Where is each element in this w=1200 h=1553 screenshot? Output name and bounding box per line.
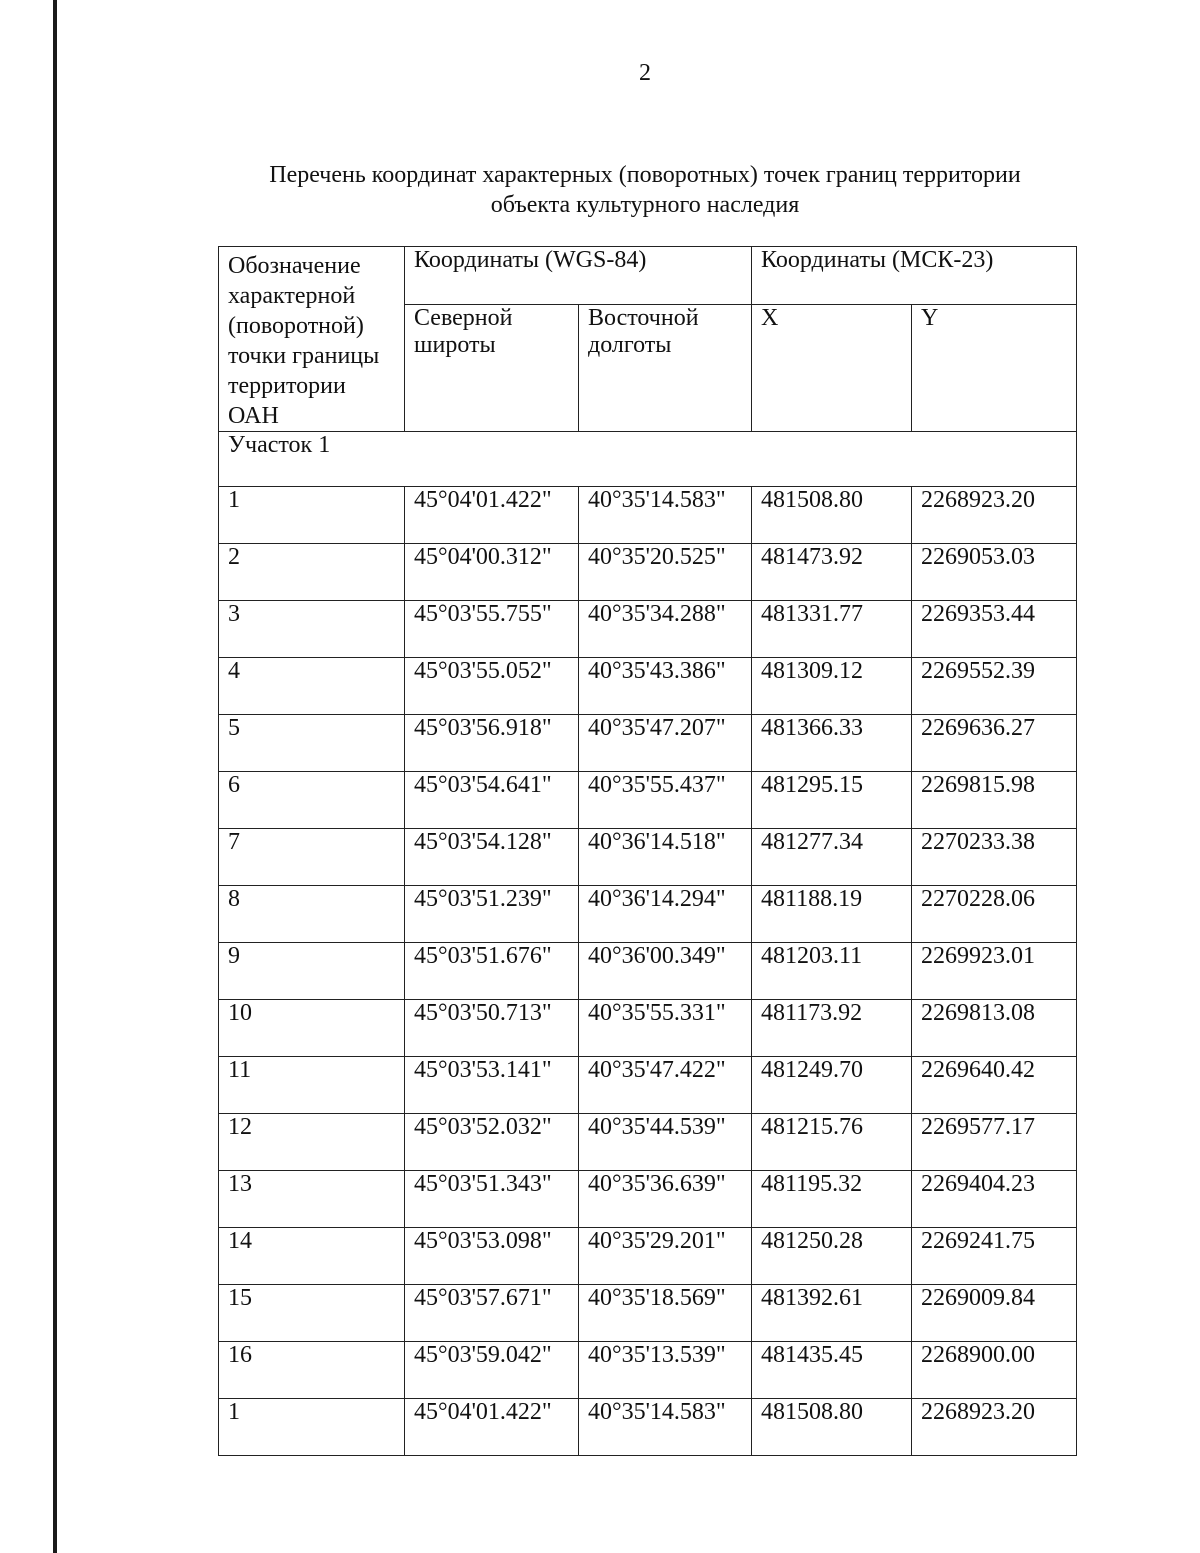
cell-point: 9 xyxy=(219,943,405,1000)
cell-point: 6 xyxy=(219,772,405,829)
cell-east-longitude: 40°36'00.349" xyxy=(579,943,752,1000)
table-row xyxy=(219,1171,1077,1228)
cell-east-longitude: 40°35'44.539" xyxy=(579,1114,752,1171)
cell-east-longitude: 40°35'18.569" xyxy=(579,1285,752,1342)
cell-east-longitude: 40°35'20.525" xyxy=(579,544,752,601)
cell-point: 10 xyxy=(219,1000,405,1057)
cell-east-longitude: 40°36'14.518" xyxy=(579,829,752,886)
table-row xyxy=(219,1285,1077,1342)
header-east-longitude: Восточной долготы xyxy=(579,305,752,432)
cell-x: 481435.45 xyxy=(752,1342,912,1399)
cell-east-longitude: 40°35'14.583" xyxy=(579,487,752,544)
cell-y: 2269813.08 xyxy=(912,1000,1077,1057)
section-label: Участок 1 xyxy=(219,432,1077,487)
cell-east-longitude: 40°35'14.583" xyxy=(579,1399,752,1456)
header-wgs84: Координаты (WGS-84) xyxy=(405,247,752,305)
cell-y: 2270228.06 xyxy=(912,886,1077,943)
cell-north-latitude: 45°03'51.239" xyxy=(405,886,579,943)
cell-point: 14 xyxy=(219,1228,405,1285)
cell-point: 7 xyxy=(219,829,405,886)
cell-east-longitude: 40°35'43.386" xyxy=(579,658,752,715)
cell-point: 12 xyxy=(219,1114,405,1171)
cell-y: 2268900.00 xyxy=(912,1342,1077,1399)
cell-x: 481277.34 xyxy=(752,829,912,886)
table-row xyxy=(219,1399,1077,1456)
cell-y: 2269053.03 xyxy=(912,544,1077,601)
scan-edge-line xyxy=(53,0,57,1553)
cell-x: 481508.80 xyxy=(752,487,912,544)
cell-point: 5 xyxy=(219,715,405,772)
table-row xyxy=(219,715,1077,772)
title-line-2: объекта культурного наследия xyxy=(490,192,800,218)
cell-east-longitude: 40°35'55.437" xyxy=(579,772,752,829)
cell-y: 2269009.84 xyxy=(912,1285,1077,1342)
cell-north-latitude: 45°03'56.918" xyxy=(405,715,579,772)
cell-point: 16 xyxy=(219,1342,405,1399)
cell-x: 481250.28 xyxy=(752,1228,912,1285)
table-row xyxy=(219,1342,1077,1399)
cell-north-latitude: 45°03'51.343" xyxy=(405,1171,579,1228)
cell-north-latitude: 45°03'54.641" xyxy=(405,772,579,829)
header-y: Y xyxy=(912,305,1077,432)
table-row xyxy=(219,1114,1077,1171)
cell-east-longitude: 40°35'55.331" xyxy=(579,1000,752,1057)
cell-point: 8 xyxy=(219,886,405,943)
title-line-1: Перечень координат характерных (поворотных) точек границ территории xyxy=(269,162,1021,188)
cell-point: 4 xyxy=(219,658,405,715)
cell-east-longitude: 40°35'36.639" xyxy=(579,1171,752,1228)
table-row xyxy=(219,886,1077,943)
cell-y: 2269552.39 xyxy=(912,658,1077,715)
cell-north-latitude: 45°03'51.676" xyxy=(405,943,579,1000)
cell-point: 1 xyxy=(219,1399,405,1456)
cell-y: 2270233.38 xyxy=(912,829,1077,886)
header-row-main xyxy=(219,247,1077,305)
cell-point: 13 xyxy=(219,1171,405,1228)
table-row xyxy=(219,943,1077,1000)
cell-y: 2269241.75 xyxy=(912,1228,1077,1285)
cell-north-latitude: 45°03'52.032" xyxy=(405,1114,579,1171)
cell-north-latitude: 45°03'55.052" xyxy=(405,658,579,715)
cell-x: 481188.19 xyxy=(752,886,912,943)
cell-east-longitude: 40°36'14.294" xyxy=(579,886,752,943)
cell-x: 481295.15 xyxy=(752,772,912,829)
table-row xyxy=(219,601,1077,658)
cell-x: 481249.70 xyxy=(752,1057,912,1114)
cell-north-latitude: 45°03'55.755" xyxy=(405,601,579,658)
cell-north-latitude: 45°03'54.128" xyxy=(405,829,579,886)
table-row xyxy=(219,658,1077,715)
page-number: 2 xyxy=(639,60,651,86)
cell-point: 11 xyxy=(219,1057,405,1114)
cell-x: 481473.92 xyxy=(752,544,912,601)
header-x: X xyxy=(752,305,912,432)
table-row xyxy=(219,544,1077,601)
cell-x: 481309.12 xyxy=(752,658,912,715)
cell-point: 1 xyxy=(219,487,405,544)
header-north-latitude: Северной широты xyxy=(405,305,579,432)
cell-x: 481173.92 xyxy=(752,1000,912,1057)
cell-east-longitude: 40°35'47.422" xyxy=(579,1057,752,1114)
cell-y: 2269815.98 xyxy=(912,772,1077,829)
cell-north-latitude: 45°04'01.422" xyxy=(405,487,579,544)
header-point-designation: Обозначение характерной (поворотной) точки границы территории ОАН xyxy=(219,247,405,432)
cell-y: 2269636.27 xyxy=(912,715,1077,772)
cell-north-latitude: 45°04'00.312" xyxy=(405,544,579,601)
cell-north-latitude: 45°03'53.098" xyxy=(405,1228,579,1285)
cell-y: 2269640.42 xyxy=(912,1057,1077,1114)
cell-y: 2268923.20 xyxy=(912,1399,1077,1456)
cell-north-latitude: 45°03'59.042" xyxy=(405,1342,579,1399)
document-title xyxy=(200,160,1090,220)
cell-east-longitude: 40°35'47.207" xyxy=(579,715,752,772)
section-row xyxy=(219,432,1077,487)
cell-east-longitude: 40°35'29.201" xyxy=(579,1228,752,1285)
cell-x: 481195.32 xyxy=(752,1171,912,1228)
cell-y: 2269577.17 xyxy=(912,1114,1077,1171)
cell-y: 2269404.23 xyxy=(912,1171,1077,1228)
cell-north-latitude: 45°03'57.671" xyxy=(405,1285,579,1342)
cell-x: 481331.77 xyxy=(752,601,912,658)
cell-x: 481508.80 xyxy=(752,1399,912,1456)
coordinates-table xyxy=(218,246,1077,1456)
table-row xyxy=(219,1228,1077,1285)
table-row xyxy=(219,772,1077,829)
cell-y: 2268923.20 xyxy=(912,487,1077,544)
table-row xyxy=(219,829,1077,886)
cell-north-latitude: 45°04'01.422" xyxy=(405,1399,579,1456)
cell-point: 2 xyxy=(219,544,405,601)
cell-x: 481203.11 xyxy=(752,943,912,1000)
cell-north-latitude: 45°03'53.141" xyxy=(405,1057,579,1114)
cell-point: 15 xyxy=(219,1285,405,1342)
cell-x: 481215.76 xyxy=(752,1114,912,1171)
cell-point: 3 xyxy=(219,601,405,658)
table-row xyxy=(219,1057,1077,1114)
cell-north-latitude: 45°03'50.713" xyxy=(405,1000,579,1057)
cell-x: 481392.61 xyxy=(752,1285,912,1342)
table-row xyxy=(219,487,1077,544)
cell-y: 2269923.01 xyxy=(912,943,1077,1000)
cell-x: 481366.33 xyxy=(752,715,912,772)
table-row xyxy=(219,1000,1077,1057)
cell-y: 2269353.44 xyxy=(912,601,1077,658)
cell-east-longitude: 40°35'13.539" xyxy=(579,1342,752,1399)
header-msk23: Координаты (МСК-23) xyxy=(752,247,1077,305)
cell-east-longitude: 40°35'34.288" xyxy=(579,601,752,658)
